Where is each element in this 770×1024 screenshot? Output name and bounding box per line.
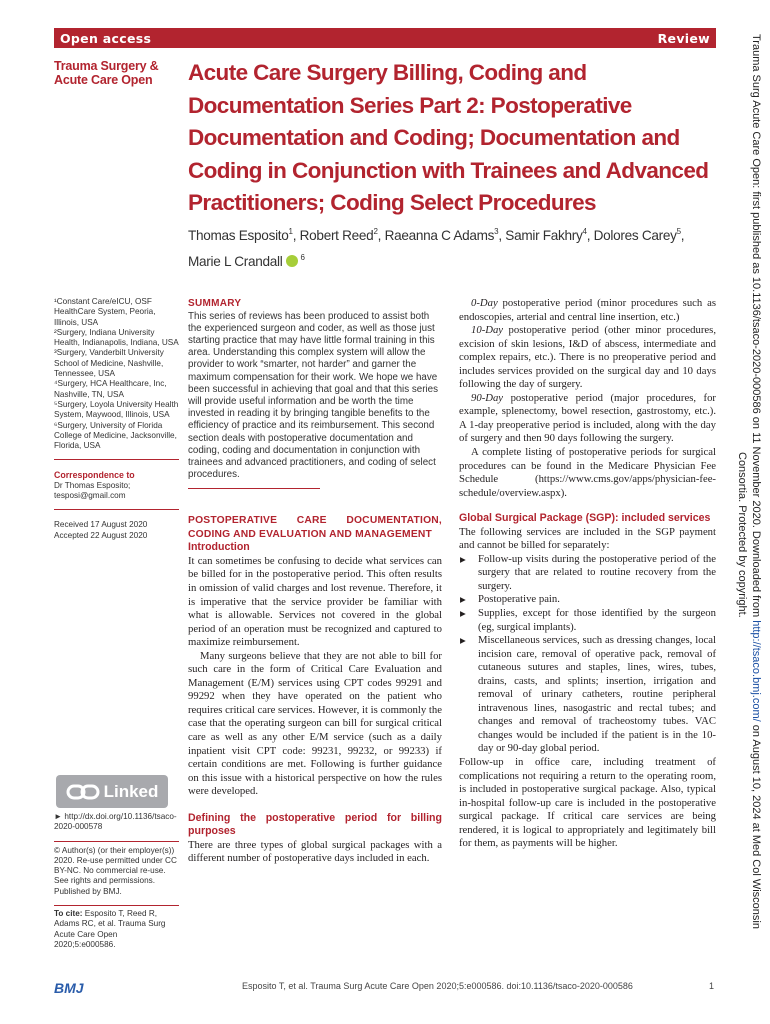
affiliation: ²Surgery, Indiana University Health, Indianapolis, Indiana, USA [54,327,179,348]
bmj-logo: BMJ [54,980,84,996]
section-heading: POSTOPERATIVE CARE DOCUMENTATION, CODING AND EVALUATION AND MANAGEMENT [188,515,442,540]
divider [54,841,179,842]
list-item: ▶ Miscellaneous services, such as dressing changes, local incision care, removal of operative pack, removal of cutaneous sutures and staples, lines, wires, tubes, drains, casts, and splints; insertion, irrigation and removal of urinary catheters, routine peripheral intravenous lines, nasogastric and rectal tubes; and changes and removal of tracheostomy tubes. VAC changes would be included if the patient is in the 10-day or 90-day global period. [459,634,716,756]
list-item: ▶ Postoperative pain. [459,593,716,607]
paragraph: 10-Day postoperative period (other minor procedures, excision of skin lesions, I&D of abscess, intermediate and complex repairs, etc.). There is no preoperative period and includes services provided on the surgical day and 10 days following the day of surgery. [459,324,716,391]
divider [54,509,179,510]
summary-text: This series of reviews has been produced to assist both the experienced surgeon and coder, as well as those just starting practice that may have little formal training in this area. Understanding this complex system will allow the provider to work “smarter, not harder” and garner the maximum compensation for their work. We hope we have been successful in achieving that goal and that this series will provide useful information and be worth the time invested in reading it by bringing tangible benefits to the efficiency of practice and its reimbursement. This second section deals with postoperative documentation and coding, coding and documentation in conjunction with trainees and advanced practitioners, and coding of select procedures. [188,310,438,481]
affiliation: ⁴Surgery, HCA Healthcare, Inc, Nashville, TN, USA [54,379,167,399]
cite-label: To cite: [54,909,83,919]
paragraph: Many surgeons believe that they are not able to bill for such care in the form of Critical Care Evaluation and Management (E/M) services using CPT codes 99291 and 99292 when they have operated on the patient who requires critical care services. However, it is commonly the case that the operating surgeon can bill for surgical critical care as well as any other E/M service (such as a daily inpatient visit CPT code: 99231, 99232, or 99233) if certain conditions are met. Following is further guidance on this issue with a historical perspective on how the rules were developed. [188,649,442,798]
author[interactable]: Raeanna C Adams$^3$ [384,227,499,243]
author[interactable]: Samir Fakhry$^4$ [505,227,587,243]
affiliation: ⁶Surgery, University of Florida College of Medicine, Jacksonville, Florida, USA [54,420,177,451]
chain-link-icon [66,782,100,802]
journal-name: Trauma Surgery & Acute Care Open [54,59,159,87]
author[interactable]: Thomas Esposito$^1$ [188,227,293,243]
cite-box [54,905,179,950]
paragraph: A complete listing of postoperative periods for surgical procedures can be found in the Medicare Physician Fee Schedule (https://www.cms.gov/apps/physician-fee-schedule/overview.aspx). [459,446,716,499]
header-bar [54,28,716,48]
paragraph: 0-Day postoperative period (minor procedures such as endoscopies, arterial and central line insertion, etc.) [459,297,716,323]
list-item: ▶ Supplies, except for those identified by the surgeon (eg, surgical implants). [459,607,716,634]
summary-heading: SUMMARY [188,298,242,309]
paragraph: The following services are included in the SGP payment and cannot be billed for separately: [459,525,716,552]
column-left [188,297,442,866]
paragraph: Follow-up in office care, including treatment of complications not requiring a return to the operating room, is included in postoperative surgical package. Also, typical in-hospital follow-up care is included in the postoperative surgical package. If critical care services are being rendered, it is logical to appropriately and legitimately bill for them, as payments will be higher. [459,756,716,850]
vertical-citation: Trauma Surg Acute Care Open: first published as 10.1136/tsaco-2020-000586 on 11 November 2020. Downloaded from http://tsaco.bmj.com/ on August 10, 2024 at Med Col Wisconsin Consortia. Protected by copyright. [736,34,762,929]
affiliation: ³Surgery, Vanderbilt University School of Medicine, Nashville, Tennessee, USA [54,348,164,379]
bullet-list [459,553,716,756]
footer-citation: Esposito T, et al. Trauma Surg Acute Care Open 2020;5:e000586. doi:10.1136/tsaco-2020-000586 [242,981,633,991]
page-footer [54,978,716,998]
author[interactable]: Marie L Crandall [188,254,283,269]
received-date: Received 17 August 2020 [54,520,148,530]
paragraph: There are three types of global surgical packages with a different number of postoperative days included in each. [188,838,442,865]
linked-badge[interactable] [56,775,168,808]
correspondence-heading: Correspondence to [54,470,135,481]
copyright-notice: © Author(s) (or their employer(s)) 2020. Re-use permitted under CC BY-NC. No commercial re-use. See rights and permissions. Published by BMJ. [54,845,177,896]
article-type-label: Review [657,30,710,46]
article-title: Acute Care Surgery Billing, Coding and Documentation Series Part 2: Postoperative Documentation and Coding; Documentation and Coding in Conjunction with Trainees and Advanced Practitioners; Coding Select Procedures [188,60,709,215]
related-doi-link[interactable]: ► http://dx.doi.org/10.1136/tsaco-2020-000578 [54,812,177,832]
author[interactable]: Robert Reed$^2$ [299,227,378,243]
column-right [459,297,716,851]
sidebar-bottom [54,812,179,950]
affiliations-sidebar [54,297,179,541]
author-list: Thomas Esposito$^1$, Robert Reed$^2$, Raeanna C Adams$^3$, Samir Fakhry$^4$, Dolores Carey$^5$, Marie L Crandall $^6$ [188,227,685,269]
paragraph: 90-Day postoperative period (major procedures, for example, splenectomy, bowel resection, gastrostomy, etc.). A 1-day preoperative period is included, along with the day of surgery and then 90 days following the surgery. [459,391,716,445]
divider [54,459,179,460]
paragraph: It can sometimes be confusing to decide what services can be billed for in the postoperative period. This often results in omission of valid charges and lost revenue. Therefore, it is imperative that the service provider be familiar with what is allowable. Services not covered in the global period of an operation must be recognized and captured to maximize reimbursement. [188,554,442,649]
author[interactable]: Dolores Carey$^5$ [593,227,681,243]
affiliation: ⁵Surgery, Loyola University Health System, Maywood, Illinois, USA [54,399,179,420]
divider [188,488,320,489]
correspondence-text[interactable]: Dr Thomas Esposito; tesposi@gmail.com [54,480,131,501]
linked-label: Linked [103,781,159,801]
affiliation: ¹Constant Care/eICU, OSF HealthCare System, Peoria, Illinois, USA [54,297,156,327]
open-access-label: Open access [60,30,152,46]
subsection-heading: Defining the postoperative period for billing purposes [188,811,442,838]
list-item: ▶ Follow-up visits during the postoperative period of the surgery that are related to routine recovery from the surgery. [459,553,716,594]
subsection-heading: Global Surgical Package (SGP): included services [459,512,711,525]
journal-link[interactable]: http://tsaco.bmj.com/ [750,620,762,722]
subsection-heading: Introduction [188,541,250,554]
page-number: 1 [708,981,714,991]
cite-text: Esposito T, Reed R, Adams RC, et al. Trauma Surg Acute Care Open 2020;5:e000586. [54,909,166,949]
orcid-icon[interactable] [286,255,298,267]
accepted-date: Accepted 22 August 2020 [54,530,148,540]
